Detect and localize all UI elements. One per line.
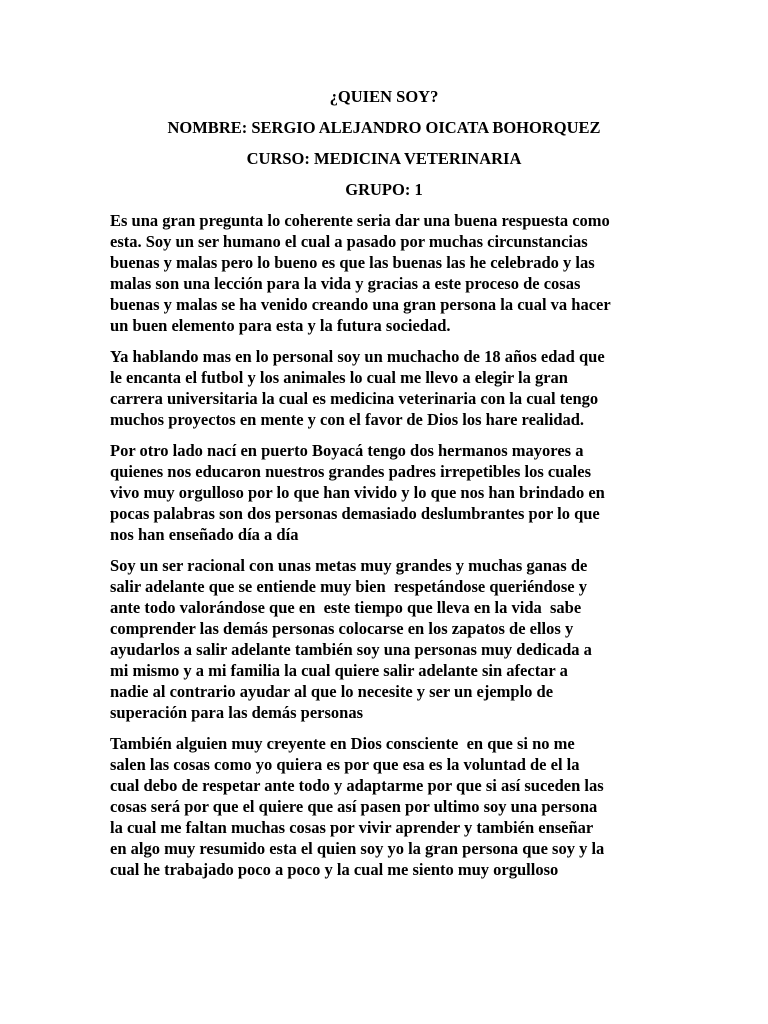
paragraph-line: Es una gran pregunta lo coherente seria dar una buena respuesta como	[110, 211, 610, 230]
paragraph-line: nos han enseñado día a día	[110, 525, 299, 544]
course-name: CURSO: MEDICINA VETERINARIA	[246, 149, 522, 168]
paragraph-line: ayudarlos a salir adelante también soy una personas muy dedicada a	[110, 640, 592, 659]
paragraph	[110, 210, 670, 336]
paragraph	[110, 733, 670, 880]
paragraph-line: muchos proyectos en mente y con el favor de Dios los hare realidad.	[110, 410, 585, 429]
paragraph-line: en algo muy resumido esta el quien soy yo la gran persona que soy y la	[110, 839, 605, 858]
paragraph-line: También alguien muy creyente en Dios consciente en que si no me	[110, 734, 575, 753]
paragraph-line: salir adelante que se entiende muy bien respetándose queriéndose y	[110, 577, 587, 596]
student-name: NOMBRE: SERGIO ALEJANDRO OICATA BOHORQUEZ	[167, 118, 601, 137]
group-number: GRUPO: 1	[345, 180, 423, 199]
paragraph-line: carrera universitaria la cual es medicina veterinaria con la cual tengo	[110, 389, 599, 408]
paragraph-line: nadie al contrario ayudar al que lo necesite y ser un ejemplo de	[110, 682, 554, 701]
paragraph-line: cual he trabajado poco a poco y la cual me siento muy orgulloso	[110, 860, 559, 879]
paragraph-line: un buen elemento para esta y la futura sociedad.	[110, 316, 451, 335]
paragraph	[110, 346, 670, 430]
paragraph-line: comprender las demás personas colocarse en los zapatos de ellos y	[110, 619, 574, 638]
paragraph	[110, 440, 670, 545]
document-body	[110, 210, 670, 890]
paragraph-line: cosas será por que el quiere que así pasen por ultimo soy una persona	[110, 797, 598, 816]
paragraph-line: ante todo valorándose que en este tiempo que lleva en la vida sabe	[110, 598, 582, 617]
paragraph-line: mi mismo y a mi familia la cual quiere salir adelante sin afectar a	[110, 661, 568, 680]
paragraph	[110, 555, 670, 723]
paragraph-line: cual debo de respetar ante todo y adaptarme por que si así suceden las	[110, 776, 604, 795]
paragraph-line: quienes nos educaron nuestros grandes padres irrepetibles los cuales	[110, 462, 591, 481]
paragraph-line: le encanta el futbol y los animales lo cual me llevo a elegir la gran	[110, 368, 568, 387]
paragraph-line: vivo muy orgulloso por lo que han vivido y lo que nos han brindado en	[110, 483, 605, 502]
paragraph-line: pocas palabras son dos personas demasiado deslumbrantes por lo que	[110, 504, 600, 523]
document-title: ¿QUIEN SOY?	[329, 87, 439, 106]
paragraph-line: esta. Soy un ser humano el cual a pasado por muchas circunstancias	[110, 232, 588, 251]
paragraph-line: Ya hablando mas en lo personal soy un muchacho de 18 años edad que	[110, 347, 605, 366]
paragraph-line: salen las cosas como yo quiera es por que esa es la voluntad de el la	[110, 755, 580, 774]
paragraph-line: buenas y malas se ha venido creando una gran persona la cual va hacer	[110, 295, 611, 314]
paragraph-line: buenas y malas pero lo bueno es que las buenas las he celebrado y las	[110, 253, 595, 272]
paragraph-line: la cual me faltan muchas cosas por vivir aprender y también enseñar	[110, 818, 594, 837]
paragraph-line: Soy un ser racional con unas metas muy grandes y muchas ganas de	[110, 556, 588, 575]
paragraph-line: malas son una lección para la vida y gracias a este proceso de cosas	[110, 274, 581, 293]
paragraph-line: superación para las demás personas	[110, 703, 364, 722]
paragraph-line: Por otro lado nací en puerto Boyacá tengo dos hermanos mayores a	[110, 441, 584, 460]
